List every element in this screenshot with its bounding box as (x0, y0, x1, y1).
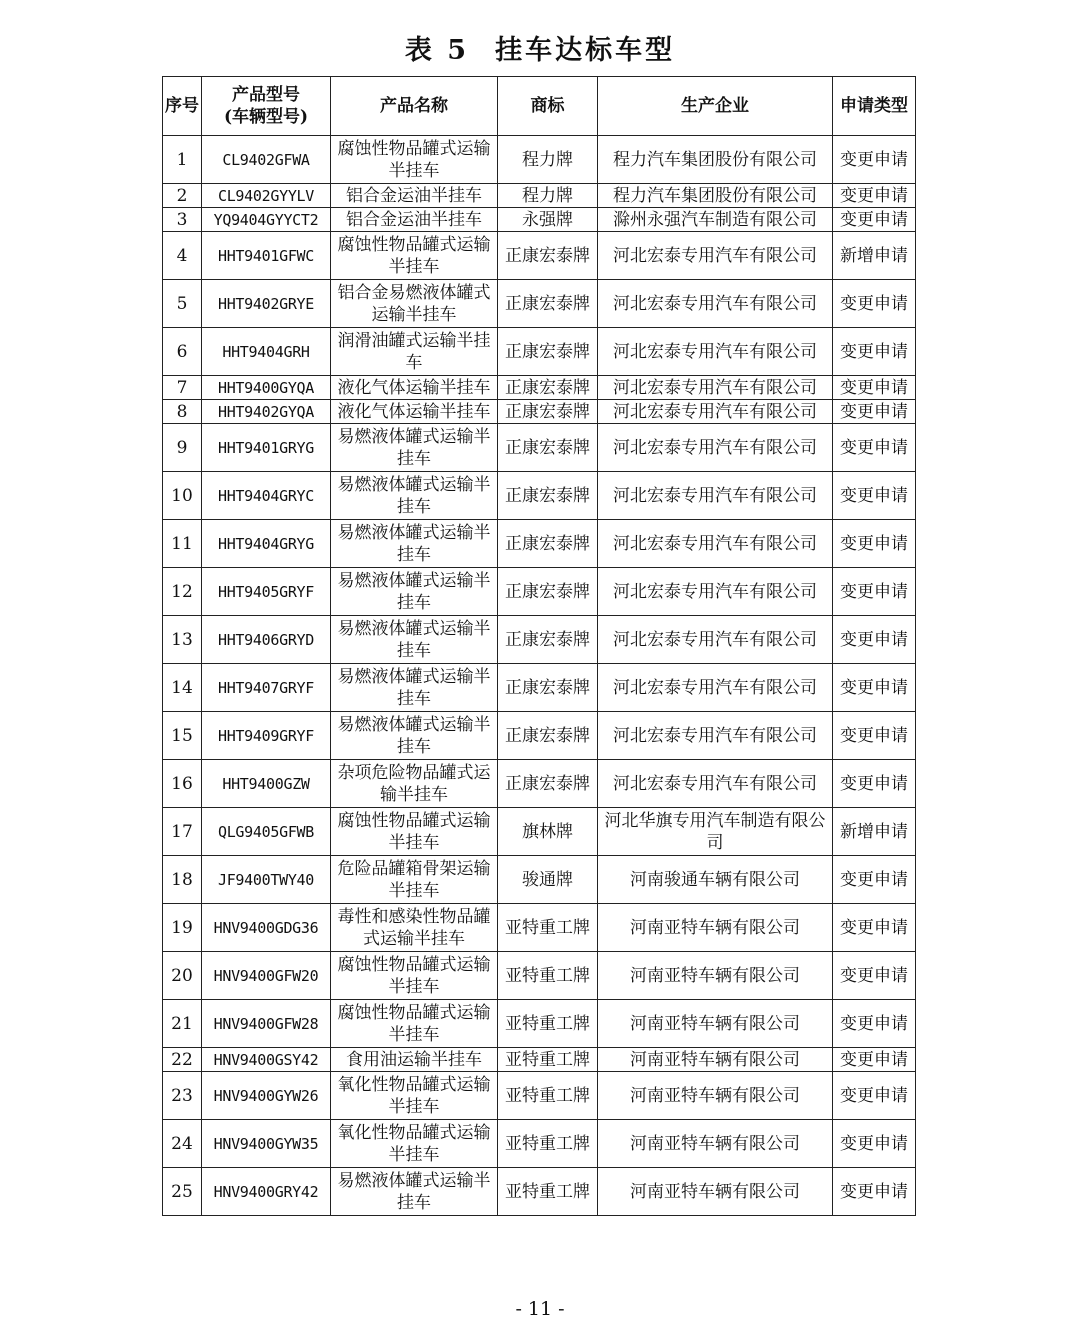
cell-apply-type: 变更申请 (833, 1168, 916, 1216)
cell-seq: 5 (163, 280, 202, 328)
cell-model: HHT9402GYQA (202, 400, 331, 424)
cell-manufacturer: 河北宏泰专用汽车有限公司 (598, 520, 833, 568)
cell-model: QLG9405GFWB (202, 808, 331, 856)
cell-product-name: 杂项危险物品罐式运输半挂车 (331, 760, 498, 808)
cell-model: HNV9400GFW20 (202, 952, 331, 1000)
table-row (163, 1000, 916, 1048)
table-row (163, 1072, 916, 1120)
cell-model: HHT9400GZW (202, 760, 331, 808)
page-number: - 11 - (515, 1298, 565, 1320)
cell-seq: 14 (163, 664, 202, 712)
cell-seq: 6 (163, 328, 202, 376)
cell-apply-type: 变更申请 (833, 136, 916, 184)
cell-product-name: 氧化性物品罐式运输半挂车 (331, 1072, 498, 1120)
cell-model: HHT9402GRYE (202, 280, 331, 328)
header-seq: 序号 (163, 77, 202, 136)
cell-seq: 2 (163, 184, 202, 208)
cell-apply-type: 变更申请 (833, 400, 916, 424)
cell-product-name: 危险品罐箱骨架运输半挂车 (331, 856, 498, 904)
cell-product-name: 润滑油罐式运输半挂车 (331, 328, 498, 376)
cell-model: HHT9400GYQA (202, 376, 331, 400)
cell-model: HNV9400GYW35 (202, 1120, 331, 1168)
cell-manufacturer: 河北宏泰专用汽车有限公司 (598, 232, 833, 280)
page-title (0, 28, 1080, 67)
header-brand: 商标 (498, 77, 598, 136)
cell-apply-type: 变更申请 (833, 952, 916, 1000)
cell-product-name: 铝合金运油半挂车 (331, 184, 498, 208)
cell-seq: 17 (163, 808, 202, 856)
cell-apply-type: 变更申请 (833, 328, 916, 376)
cell-product-name: 毒性和感染性物品罐式运输半挂车 (331, 904, 498, 952)
cell-seq: 15 (163, 712, 202, 760)
cell-apply-type: 变更申请 (833, 1072, 916, 1120)
cell-manufacturer: 河北宏泰专用汽车有限公司 (598, 328, 833, 376)
cell-manufacturer: 程力汽车集团股份有限公司 (598, 184, 833, 208)
cell-seq: 21 (163, 1000, 202, 1048)
header-model (202, 77, 331, 136)
cell-seq: 19 (163, 904, 202, 952)
cell-seq: 24 (163, 1120, 202, 1168)
cell-manufacturer: 河北宏泰专用汽车有限公司 (598, 616, 833, 664)
table-row (163, 568, 916, 616)
table-row (163, 520, 916, 568)
cell-manufacturer: 河北宏泰专用汽车有限公司 (598, 376, 833, 400)
cell-manufacturer: 河南亚特车辆有限公司 (598, 1120, 833, 1168)
cell-manufacturer: 河南亚特车辆有限公司 (598, 1072, 833, 1120)
cell-apply-type: 变更申请 (833, 616, 916, 664)
cell-brand: 程力牌 (498, 136, 598, 184)
cell-brand: 正康宏泰牌 (498, 376, 598, 400)
cell-model: HNV9400GSY42 (202, 1048, 331, 1072)
cell-model: HNV9400GRY42 (202, 1168, 331, 1216)
table-row (163, 712, 916, 760)
cell-product-name: 腐蚀性物品罐式运输半挂车 (331, 136, 498, 184)
cell-product-name: 腐蚀性物品罐式运输半挂车 (331, 232, 498, 280)
cell-manufacturer: 河南亚特车辆有限公司 (598, 904, 833, 952)
cell-brand: 亚特重工牌 (498, 1168, 598, 1216)
cell-manufacturer: 河北宏泰专用汽车有限公司 (598, 424, 833, 472)
table-header-row (163, 77, 916, 136)
header-product-name: 产品名称 (331, 77, 498, 136)
cell-model: JF9400TWY40 (202, 856, 331, 904)
header-apply-type: 申请类型 (833, 77, 916, 136)
cell-apply-type: 变更申请 (833, 1000, 916, 1048)
cell-brand: 亚特重工牌 (498, 952, 598, 1000)
cell-product-name: 易燃液体罐式运输半挂车 (331, 520, 498, 568)
cell-manufacturer: 滁州永强汽车制造有限公司 (598, 208, 833, 232)
cell-brand: 正康宏泰牌 (498, 520, 598, 568)
cell-product-name: 液化气体运输半挂车 (331, 400, 498, 424)
cell-model: HHT9406GRYD (202, 616, 331, 664)
cell-apply-type: 变更申请 (833, 184, 916, 208)
cell-model: HHT9401GRYG (202, 424, 331, 472)
cell-manufacturer: 河北华旗专用汽车制造有限公司 (598, 808, 833, 856)
cell-apply-type: 变更申请 (833, 424, 916, 472)
cell-apply-type: 变更申请 (833, 520, 916, 568)
cell-product-name: 易燃液体罐式运输半挂车 (331, 616, 498, 664)
table-row (163, 136, 916, 184)
cell-model: HHT9409GRYF (202, 712, 331, 760)
cell-manufacturer: 河南骏通车辆有限公司 (598, 856, 833, 904)
cell-manufacturer: 河南亚特车辆有限公司 (598, 1000, 833, 1048)
cell-brand: 亚特重工牌 (498, 1048, 598, 1072)
cell-seq: 4 (163, 232, 202, 280)
cell-brand: 正康宏泰牌 (498, 616, 598, 664)
table-row (163, 472, 916, 520)
table-row (163, 904, 916, 952)
cell-product-name: 腐蚀性物品罐式运输半挂车 (331, 1000, 498, 1048)
cell-apply-type: 变更申请 (833, 712, 916, 760)
table-row (163, 424, 916, 472)
cell-apply-type: 变更申请 (833, 1120, 916, 1168)
cell-model: HNV9400GFW28 (202, 1000, 331, 1048)
cell-product-name: 腐蚀性物品罐式运输半挂车 (331, 952, 498, 1000)
cell-brand: 亚特重工牌 (498, 1072, 598, 1120)
cell-product-name: 易燃液体罐式运输半挂车 (331, 472, 498, 520)
table-row (163, 1168, 916, 1216)
table-row (163, 616, 916, 664)
cell-brand: 永强牌 (498, 208, 598, 232)
cell-apply-type: 变更申请 (833, 760, 916, 808)
cell-manufacturer: 河北宏泰专用汽车有限公司 (598, 400, 833, 424)
cell-manufacturer: 河北宏泰专用汽车有限公司 (598, 280, 833, 328)
cell-model: HHT9404GRH (202, 328, 331, 376)
table-row (163, 376, 916, 400)
cell-product-name: 氧化性物品罐式运输半挂车 (331, 1120, 498, 1168)
cell-manufacturer: 河北宏泰专用汽车有限公司 (598, 568, 833, 616)
cell-brand: 正康宏泰牌 (498, 400, 598, 424)
cell-seq: 12 (163, 568, 202, 616)
cell-model: YQ9404GYYCT2 (202, 208, 331, 232)
cell-apply-type: 变更申请 (833, 568, 916, 616)
cell-seq: 22 (163, 1048, 202, 1072)
cell-seq: 3 (163, 208, 202, 232)
cell-seq: 11 (163, 520, 202, 568)
table-row (163, 328, 916, 376)
cell-seq: 20 (163, 952, 202, 1000)
cell-manufacturer: 河南亚特车辆有限公司 (598, 1168, 833, 1216)
table-row (163, 664, 916, 712)
cell-brand: 骏通牌 (498, 856, 598, 904)
cell-apply-type: 变更申请 (833, 904, 916, 952)
header-manufacturer: 生产企业 (598, 77, 833, 136)
cell-product-name: 易燃液体罐式运输半挂车 (331, 712, 498, 760)
header-model-line1: 产品型号 (232, 85, 300, 105)
cell-brand: 正康宏泰牌 (498, 280, 598, 328)
table-row (163, 208, 916, 232)
cell-brand: 亚特重工牌 (498, 1000, 598, 1048)
cell-brand: 正康宏泰牌 (498, 232, 598, 280)
cell-seq: 16 (163, 760, 202, 808)
cell-product-name: 易燃液体罐式运输半挂车 (331, 664, 498, 712)
table-title: 挂车达标车型 (495, 35, 676, 66)
cell-manufacturer: 河北宏泰专用汽车有限公司 (598, 760, 833, 808)
cell-brand: 正康宏泰牌 (498, 712, 598, 760)
cell-apply-type: 变更申请 (833, 376, 916, 400)
cell-manufacturer: 程力汽车集团股份有限公司 (598, 136, 833, 184)
cell-seq: 13 (163, 616, 202, 664)
table-row (163, 184, 916, 208)
cell-brand: 正康宏泰牌 (498, 760, 598, 808)
table-row (163, 952, 916, 1000)
table-row (163, 856, 916, 904)
cell-seq: 23 (163, 1072, 202, 1120)
cell-brand: 正康宏泰牌 (498, 328, 598, 376)
cell-model: HHT9405GRYF (202, 568, 331, 616)
cell-model: HHT9404GRYC (202, 472, 331, 520)
cell-seq: 18 (163, 856, 202, 904)
cell-brand: 亚特重工牌 (498, 1120, 598, 1168)
cell-seq: 1 (163, 136, 202, 184)
table-row (163, 808, 916, 856)
cell-brand: 旗林牌 (498, 808, 598, 856)
cell-seq: 7 (163, 376, 202, 400)
cell-seq: 10 (163, 472, 202, 520)
table-row (163, 280, 916, 328)
cell-apply-type: 变更申请 (833, 280, 916, 328)
table-row (163, 1120, 916, 1168)
cell-brand: 正康宏泰牌 (498, 664, 598, 712)
cell-product-name: 铝合金运油半挂车 (331, 208, 498, 232)
cell-product-name: 铝合金易燃液体罐式运输半挂车 (331, 280, 498, 328)
cell-brand: 正康宏泰牌 (498, 472, 598, 520)
cell-seq: 8 (163, 400, 202, 424)
cell-manufacturer: 河北宏泰专用汽车有限公司 (598, 712, 833, 760)
cell-apply-type: 变更申请 (833, 664, 916, 712)
table-number: 表 5 (404, 35, 470, 66)
cell-product-name: 食用油运输半挂车 (331, 1048, 498, 1072)
cell-manufacturer: 河北宏泰专用汽车有限公司 (598, 664, 833, 712)
cell-apply-type: 新增申请 (833, 232, 916, 280)
table-row (163, 760, 916, 808)
cell-apply-type: 变更申请 (833, 208, 916, 232)
cell-model: HHT9407GRYF (202, 664, 331, 712)
cell-brand: 亚特重工牌 (498, 904, 598, 952)
cell-product-name: 腐蚀性物品罐式运输半挂车 (331, 808, 498, 856)
cell-brand: 程力牌 (498, 184, 598, 208)
cell-product-name: 易燃液体罐式运输半挂车 (331, 424, 498, 472)
cell-model: HHT9401GFWC (202, 232, 331, 280)
cell-brand: 正康宏泰牌 (498, 568, 598, 616)
cell-apply-type: 变更申请 (833, 856, 916, 904)
cell-apply-type: 新增申请 (833, 808, 916, 856)
cell-model: CL9402GFWA (202, 136, 331, 184)
table-row (163, 1048, 916, 1072)
cell-manufacturer: 河北宏泰专用汽车有限公司 (598, 472, 833, 520)
vehicle-table (162, 76, 916, 1216)
cell-product-name: 液化气体运输半挂车 (331, 376, 498, 400)
cell-model: HNV9400GYW26 (202, 1072, 331, 1120)
cell-model: HNV9400GDG36 (202, 904, 331, 952)
cell-product-name: 易燃液体罐式运输半挂车 (331, 568, 498, 616)
header-model-line2: (车辆型号) (223, 107, 309, 127)
table-row (163, 232, 916, 280)
cell-apply-type: 变更申请 (833, 1048, 916, 1072)
cell-manufacturer: 河南亚特车辆有限公司 (598, 1048, 833, 1072)
cell-model: CL9402GYYLV (202, 184, 331, 208)
cell-seq: 25 (163, 1168, 202, 1216)
cell-brand: 正康宏泰牌 (498, 424, 598, 472)
table-row (163, 400, 916, 424)
cell-manufacturer: 河南亚特车辆有限公司 (598, 952, 833, 1000)
cell-model: HHT9404GRYG (202, 520, 331, 568)
cell-apply-type: 变更申请 (833, 472, 916, 520)
cell-product-name: 易燃液体罐式运输半挂车 (331, 1168, 498, 1216)
cell-seq: 9 (163, 424, 202, 472)
